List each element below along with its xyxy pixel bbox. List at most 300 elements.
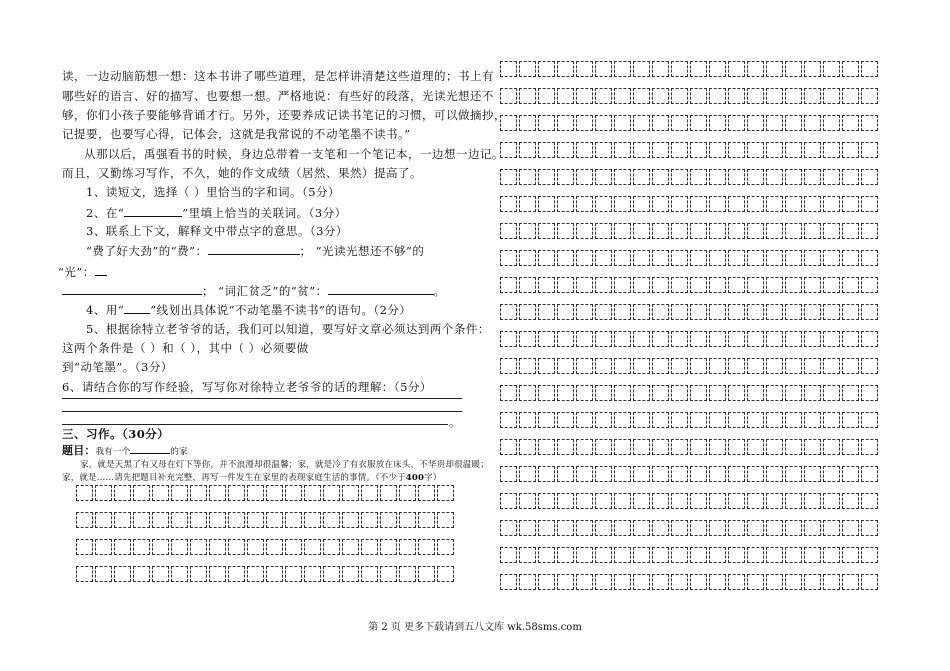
grid-cell[interactable]: [709, 115, 726, 131]
grid-cell[interactable]: [380, 539, 397, 555]
grid-cell[interactable]: [747, 466, 764, 482]
blank-topic[interactable]: [130, 444, 170, 454]
grid-cell[interactable]: [823, 358, 840, 374]
grid-cell[interactable]: [133, 485, 150, 501]
grid-cell[interactable]: [728, 223, 745, 239]
grid-cell[interactable]: [633, 115, 650, 131]
grid-cell[interactable]: [804, 439, 821, 455]
grid-cell[interactable]: [595, 196, 612, 212]
grid-cell[interactable]: [418, 566, 435, 582]
grid-cell[interactable]: [538, 142, 555, 158]
grid-cell[interactable]: [785, 88, 802, 104]
blank-fei[interactable]: [208, 243, 300, 255]
grid-cell[interactable]: [614, 304, 631, 320]
grid-cell[interactable]: [418, 539, 435, 555]
grid-cell[interactable]: [766, 493, 783, 509]
grid-cell[interactable]: [747, 520, 764, 536]
grid-cell[interactable]: [95, 566, 112, 582]
grid-cell[interactable]: [114, 485, 131, 501]
grid-cell[interactable]: [766, 115, 783, 131]
grid-cell[interactable]: [766, 196, 783, 212]
grid-cell[interactable]: [576, 466, 593, 482]
grid-cell[interactable]: [728, 115, 745, 131]
grid-cell[interactable]: [76, 485, 93, 501]
grid-cell[interactable]: [804, 574, 821, 590]
grid-cell[interactable]: [766, 277, 783, 293]
grid-cell[interactable]: [671, 115, 688, 131]
grid-cell[interactable]: [576, 493, 593, 509]
grid-cell[interactable]: [652, 331, 669, 347]
grid-cell[interactable]: [690, 493, 707, 509]
grid-cell[interactable]: [266, 566, 283, 582]
grid-cell[interactable]: [519, 520, 536, 536]
grid-cell[interactable]: [766, 466, 783, 482]
grid-cell[interactable]: [690, 115, 707, 131]
grid-cell[interactable]: [557, 331, 574, 347]
grid-cell[interactable]: [209, 539, 226, 555]
grid-cell[interactable]: [285, 512, 302, 528]
grid-cell[interactable]: [728, 196, 745, 212]
grid-cell[interactable]: [595, 142, 612, 158]
grid-cell[interactable]: [823, 385, 840, 401]
grid-cell[interactable]: [804, 331, 821, 347]
grid-cell[interactable]: [380, 512, 397, 528]
grid-cell[interactable]: [557, 520, 574, 536]
grid-cell[interactable]: [304, 485, 321, 501]
grid-cell[interactable]: [728, 439, 745, 455]
grid-cell[interactable]: [842, 439, 859, 455]
grid-cell[interactable]: [190, 512, 207, 528]
grid-cell[interactable]: [266, 539, 283, 555]
grid-cell[interactable]: [500, 304, 517, 320]
blank-guang-start[interactable]: [95, 264, 107, 276]
grid-cell[interactable]: [785, 520, 802, 536]
grid-cell[interactable]: [671, 250, 688, 266]
grid-cell[interactable]: [690, 169, 707, 185]
grid-cell[interactable]: [633, 547, 650, 563]
grid-cell[interactable]: [595, 250, 612, 266]
grid-cell[interactable]: [747, 412, 764, 428]
grid-cell[interactable]: [247, 539, 264, 555]
grid-cell[interactable]: [861, 250, 878, 266]
grid-cell[interactable]: [823, 412, 840, 428]
grid-cell[interactable]: [709, 574, 726, 590]
grid-cell[interactable]: [823, 574, 840, 590]
grid-cell[interactable]: [785, 466, 802, 482]
grid-cell[interactable]: [671, 61, 688, 77]
grid-cell[interactable]: [209, 485, 226, 501]
grid-cell[interactable]: [766, 385, 783, 401]
grid-cell[interactable]: [380, 566, 397, 582]
grid-cell[interactable]: [861, 493, 878, 509]
grid-cell[interactable]: [709, 439, 726, 455]
writing-grid-left[interactable]: [76, 485, 454, 585]
grid-cell[interactable]: [709, 466, 726, 482]
grid-cell[interactable]: [823, 196, 840, 212]
grid-cell[interactable]: [861, 115, 878, 131]
grid-cell[interactable]: [690, 250, 707, 266]
grid-cell[interactable]: [728, 142, 745, 158]
grid-cell[interactable]: [747, 331, 764, 347]
grid-cell[interactable]: [823, 547, 840, 563]
grid-cell[interactable]: [842, 304, 859, 320]
grid-cell[interactable]: [671, 277, 688, 293]
grid-cell[interactable]: [500, 574, 517, 590]
grid-cell[interactable]: [576, 250, 593, 266]
grid-cell[interactable]: [785, 169, 802, 185]
grid-cell[interactable]: [614, 331, 631, 347]
grid-cell[interactable]: [785, 331, 802, 347]
grid-cell[interactable]: [842, 142, 859, 158]
grid-cell[interactable]: [538, 250, 555, 266]
grid-cell[interactable]: [823, 223, 840, 239]
grid-cell[interactable]: [519, 574, 536, 590]
grid-cell[interactable]: [133, 512, 150, 528]
grid-cell[interactable]: [785, 385, 802, 401]
grid-cell[interactable]: [538, 88, 555, 104]
grid-cell[interactable]: [785, 547, 802, 563]
grid-cell[interactable]: [114, 566, 131, 582]
grid-cell[interactable]: [437, 485, 454, 501]
grid-cell[interactable]: [500, 331, 517, 347]
grid-cell[interactable]: [76, 512, 93, 528]
grid-cell[interactable]: [766, 142, 783, 158]
grid-cell[interactable]: [500, 547, 517, 563]
grid-cell[interactable]: [171, 485, 188, 501]
grid-cell[interactable]: [671, 547, 688, 563]
grid-cell[interactable]: [266, 512, 283, 528]
grid-cell[interactable]: [500, 142, 517, 158]
grid-cell[interactable]: [576, 439, 593, 455]
grid-cell[interactable]: [709, 142, 726, 158]
grid-cell[interactable]: [728, 277, 745, 293]
grid-cell[interactable]: [728, 88, 745, 104]
grid-cell[interactable]: [342, 539, 359, 555]
grid-cell[interactable]: [576, 223, 593, 239]
answer-line-2[interactable]: [62, 411, 462, 412]
grid-cell[interactable]: [152, 485, 169, 501]
grid-cell[interactable]: [766, 520, 783, 536]
grid-cell[interactable]: [842, 223, 859, 239]
grid-cell[interactable]: [500, 385, 517, 401]
grid-cell[interactable]: [76, 566, 93, 582]
grid-cell[interactable]: [709, 61, 726, 77]
grid-cell[interactable]: [342, 485, 359, 501]
grid-cell[interactable]: [690, 223, 707, 239]
grid-cell[interactable]: [728, 331, 745, 347]
grid-cell[interactable]: [595, 115, 612, 131]
grid-cell[interactable]: [576, 574, 593, 590]
grid-cell[interactable]: [114, 512, 131, 528]
grid-cell[interactable]: [633, 250, 650, 266]
grid-cell[interactable]: [747, 223, 764, 239]
grid-cell[interactable]: [633, 331, 650, 347]
grid-cell[interactable]: [804, 520, 821, 536]
grid-cell[interactable]: [690, 358, 707, 374]
grid-cell[interactable]: [595, 358, 612, 374]
grid-cell[interactable]: [861, 277, 878, 293]
grid-cell[interactable]: [785, 196, 802, 212]
grid-cell[interactable]: [595, 61, 612, 77]
grid-cell[interactable]: [519, 385, 536, 401]
grid-cell[interactable]: [747, 277, 764, 293]
grid-cell[interactable]: [76, 539, 93, 555]
grid-cell[interactable]: [95, 539, 112, 555]
grid-cell[interactable]: [595, 574, 612, 590]
grid-cell[interactable]: [228, 485, 245, 501]
grid-cell[interactable]: [595, 412, 612, 428]
answer-line-1[interactable]: [62, 398, 462, 399]
grid-cell[interactable]: [671, 169, 688, 185]
grid-cell[interactable]: [228, 566, 245, 582]
grid-cell[interactable]: [861, 61, 878, 77]
grid-cell[interactable]: [766, 358, 783, 374]
grid-cell[interactable]: [576, 304, 593, 320]
grid-cell[interactable]: [171, 539, 188, 555]
grid-cell[interactable]: [766, 250, 783, 266]
grid-cell[interactable]: [538, 277, 555, 293]
grid-cell[interactable]: [652, 277, 669, 293]
grid-cell[interactable]: [823, 277, 840, 293]
grid-cell[interactable]: [728, 547, 745, 563]
grid-cell[interactable]: [861, 385, 878, 401]
grid-cell[interactable]: [785, 223, 802, 239]
grid-cell[interactable]: [500, 250, 517, 266]
grid-cell[interactable]: [614, 196, 631, 212]
grid-cell[interactable]: [500, 493, 517, 509]
grid-cell[interactable]: [823, 466, 840, 482]
grid-cell[interactable]: [500, 223, 517, 239]
grid-cell[interactable]: [247, 512, 264, 528]
grid-cell[interactable]: [747, 196, 764, 212]
grid-cell[interactable]: [671, 196, 688, 212]
grid-cell[interactable]: [785, 115, 802, 131]
grid-cell[interactable]: [842, 196, 859, 212]
grid-cell[interactable]: [823, 331, 840, 347]
grid-cell[interactable]: [842, 466, 859, 482]
grid-cell[interactable]: [785, 142, 802, 158]
grid-cell[interactable]: [633, 277, 650, 293]
grid-cell[interactable]: [823, 439, 840, 455]
grid-cell[interactable]: [861, 439, 878, 455]
grid-cell[interactable]: [171, 512, 188, 528]
grid-cell[interactable]: [766, 88, 783, 104]
grid-cell[interactable]: [538, 115, 555, 131]
grid-cell[interactable]: [519, 88, 536, 104]
grid-cell[interactable]: [709, 385, 726, 401]
grid-cell[interactable]: [766, 439, 783, 455]
grid-cell[interactable]: [595, 385, 612, 401]
grid-cell[interactable]: [557, 196, 574, 212]
grid-cell[interactable]: [633, 412, 650, 428]
grid-cell[interactable]: [538, 331, 555, 347]
grid-cell[interactable]: [728, 493, 745, 509]
grid-cell[interactable]: [190, 539, 207, 555]
grid-cell[interactable]: [633, 88, 650, 104]
grid-cell[interactable]: [766, 331, 783, 347]
grid-cell[interactable]: [709, 520, 726, 536]
grid-cell[interactable]: [285, 485, 302, 501]
grid-cell[interactable]: [323, 512, 340, 528]
grid-cell[interactable]: [595, 331, 612, 347]
grid-cell[interactable]: [804, 547, 821, 563]
grid-cell[interactable]: [500, 412, 517, 428]
grid-cell[interactable]: [785, 493, 802, 509]
grid-cell[interactable]: [152, 539, 169, 555]
grid-cell[interactable]: [133, 539, 150, 555]
grid-cell[interactable]: [804, 169, 821, 185]
grid-cell[interactable]: [500, 439, 517, 455]
grid-cell[interactable]: [823, 520, 840, 536]
grid-cell[interactable]: [728, 169, 745, 185]
grid-cell[interactable]: [285, 539, 302, 555]
grid-cell[interactable]: [247, 485, 264, 501]
grid-cell[interactable]: [557, 169, 574, 185]
grid-cell[interactable]: [557, 88, 574, 104]
grid-cell[interactable]: [342, 566, 359, 582]
grid-cell[interactable]: [804, 466, 821, 482]
grid-cell[interactable]: [747, 88, 764, 104]
grid-cell[interactable]: [557, 142, 574, 158]
grid-cell[interactable]: [861, 169, 878, 185]
grid-cell[interactable]: [633, 358, 650, 374]
grid-cell[interactable]: [652, 547, 669, 563]
grid-cell[interactable]: [728, 466, 745, 482]
grid-cell[interactable]: [804, 277, 821, 293]
grid-cell[interactable]: [842, 412, 859, 428]
grid-cell[interactable]: [671, 385, 688, 401]
grid-cell[interactable]: [747, 439, 764, 455]
grid-cell[interactable]: [842, 358, 859, 374]
grid-cell[interactable]: [538, 412, 555, 428]
blank-guang[interactable]: [62, 283, 202, 295]
grid-cell[interactable]: [747, 142, 764, 158]
grid-cell[interactable]: [766, 412, 783, 428]
grid-cell[interactable]: [519, 61, 536, 77]
grid-cell[interactable]: [500, 88, 517, 104]
grid-cell[interactable]: [652, 304, 669, 320]
grid-cell[interactable]: [190, 566, 207, 582]
grid-cell[interactable]: [500, 61, 517, 77]
grid-cell[interactable]: [500, 277, 517, 293]
grid-cell[interactable]: [304, 566, 321, 582]
grid-cell[interactable]: [709, 250, 726, 266]
grid-cell[interactable]: [557, 223, 574, 239]
grid-cell[interactable]: [785, 277, 802, 293]
grid-cell[interactable]: [652, 385, 669, 401]
grid-cell[interactable]: [266, 485, 283, 501]
grid-cell[interactable]: [557, 574, 574, 590]
grid-cell[interactable]: [152, 566, 169, 582]
grid-cell[interactable]: [538, 61, 555, 77]
grid-cell[interactable]: [690, 277, 707, 293]
grid-cell[interactable]: [323, 539, 340, 555]
grid-cell[interactable]: [576, 547, 593, 563]
grid-cell[interactable]: [557, 547, 574, 563]
grid-cell[interactable]: [747, 493, 764, 509]
grid-cell[interactable]: [766, 574, 783, 590]
grid-cell[interactable]: [557, 304, 574, 320]
grid-cell[interactable]: [728, 520, 745, 536]
grid-cell[interactable]: [842, 61, 859, 77]
grid-cell[interactable]: [614, 412, 631, 428]
grid-cell[interactable]: [519, 547, 536, 563]
grid-cell[interactable]: [614, 169, 631, 185]
grid-cell[interactable]: [709, 304, 726, 320]
grid-cell[interactable]: [361, 539, 378, 555]
grid-cell[interactable]: [95, 485, 112, 501]
grid-cell[interactable]: [519, 331, 536, 347]
grid-cell[interactable]: [557, 493, 574, 509]
grid-cell[interactable]: [557, 466, 574, 482]
grid-cell[interactable]: [861, 358, 878, 374]
grid-cell[interactable]: [614, 574, 631, 590]
grid-cell[interactable]: [595, 88, 612, 104]
grid-cell[interactable]: [500, 466, 517, 482]
grid-cell[interactable]: [747, 61, 764, 77]
grid-cell[interactable]: [519, 250, 536, 266]
grid-cell[interactable]: [557, 250, 574, 266]
grid-cell[interactable]: [538, 358, 555, 374]
grid-cell[interactable]: [652, 439, 669, 455]
grid-cell[interactable]: [823, 493, 840, 509]
grid-cell[interactable]: [861, 331, 878, 347]
grid-cell[interactable]: [823, 169, 840, 185]
grid-cell[interactable]: [380, 485, 397, 501]
grid-cell[interactable]: [804, 412, 821, 428]
grid-cell[interactable]: [519, 115, 536, 131]
grid-cell[interactable]: [861, 547, 878, 563]
grid-cell[interactable]: [671, 466, 688, 482]
grid-cell[interactable]: [576, 520, 593, 536]
grid-cell[interactable]: [614, 520, 631, 536]
grid-cell[interactable]: [557, 61, 574, 77]
grid-cell[interactable]: [152, 512, 169, 528]
grid-cell[interactable]: [437, 566, 454, 582]
grid-cell[interactable]: [304, 539, 321, 555]
grid-cell[interactable]: [842, 277, 859, 293]
grid-cell[interactable]: [519, 142, 536, 158]
grid-cell[interactable]: [671, 88, 688, 104]
grid-cell[interactable]: [519, 493, 536, 509]
grid-cell[interactable]: [709, 196, 726, 212]
grid-cell[interactable]: [500, 358, 517, 374]
grid-cell[interactable]: [519, 358, 536, 374]
grid-cell[interactable]: [823, 88, 840, 104]
grid-cell[interactable]: [804, 88, 821, 104]
grid-cell[interactable]: [114, 539, 131, 555]
grid-cell[interactable]: [785, 358, 802, 374]
grid-cell[interactable]: [595, 547, 612, 563]
grid-cell[interactable]: [500, 115, 517, 131]
grid-cell[interactable]: [614, 142, 631, 158]
grid-cell[interactable]: [614, 466, 631, 482]
grid-cell[interactable]: [823, 142, 840, 158]
grid-cell[interactable]: [709, 88, 726, 104]
grid-cell[interactable]: [652, 61, 669, 77]
grid-cell[interactable]: [861, 466, 878, 482]
grid-cell[interactable]: [785, 412, 802, 428]
grid-cell[interactable]: [728, 358, 745, 374]
grid-cell[interactable]: [557, 358, 574, 374]
grid-cell[interactable]: [804, 250, 821, 266]
grid-cell[interactable]: [671, 223, 688, 239]
grid-cell[interactable]: [671, 520, 688, 536]
grid-cell[interactable]: [500, 520, 517, 536]
grid-cell[interactable]: [690, 61, 707, 77]
grid-cell[interactable]: [861, 196, 878, 212]
grid-cell[interactable]: [614, 115, 631, 131]
